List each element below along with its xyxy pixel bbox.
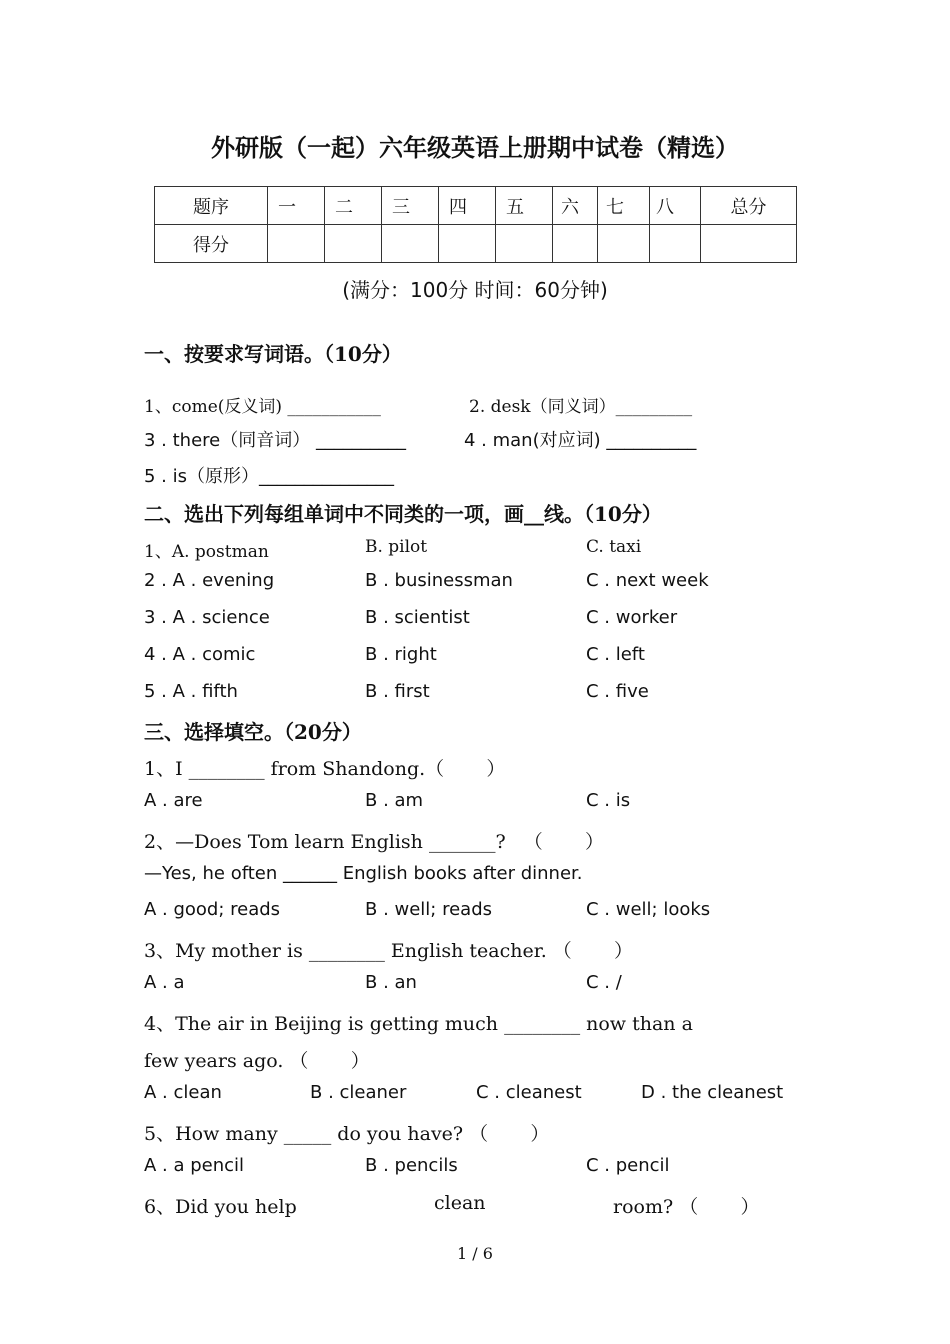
s3-q5-option-a: A . a pencil xyxy=(144,1155,245,1176)
score-row-label: 得分 xyxy=(155,225,268,263)
s2-row-1-option-c: C. taxi xyxy=(586,537,642,557)
score-cell[interactable] xyxy=(325,225,382,263)
score-cell[interactable] xyxy=(439,225,496,263)
s3-q3-option-a: A . a xyxy=(144,972,185,993)
s2-row-2-option-c: C . next week xyxy=(586,570,709,591)
s3-question-3: 3、My mother is ________ English teacher. （ ） xyxy=(144,940,634,962)
s3-q5-option-c: C . pencil xyxy=(586,1155,670,1176)
s3-q3-option-b: B . an xyxy=(365,972,417,993)
score-cell[interactable] xyxy=(598,225,650,263)
s3-question-4: 4、The air in Beijing is getting much ________ now than a xyxy=(144,1013,693,1035)
s3-question-2-reply: —Yes, he often ______ English books after dinner. xyxy=(144,863,583,884)
s2-row-1-option-a: 1、A. postman xyxy=(144,542,269,562)
s2-row-3-option-c: C . worker xyxy=(586,607,678,628)
s3-q4-option-b: B . cleaner xyxy=(310,1082,407,1103)
score-header-cell: 七 xyxy=(598,187,650,225)
s2-row-2-option-a: 2 . A . evening xyxy=(144,570,275,591)
score-time-info: (满分：100分 时间：60分钟) xyxy=(342,278,608,302)
s2-row-1-option-b: B. pilot xyxy=(365,537,428,557)
s3-question-6-part-2: clean xyxy=(434,1192,486,1214)
s3-q2-option-b: B . well; reads xyxy=(365,899,493,920)
s2-row-5-option-b: B . first xyxy=(365,681,430,702)
s3-question-5: 5、How many _____ do you have? （ ） xyxy=(144,1123,550,1145)
score-header-cell: 一 xyxy=(268,187,325,225)
score-cell[interactable] xyxy=(701,225,797,263)
score-header-cell: 五 xyxy=(496,187,553,225)
section-3-heading: 三、选择填空。（20分） xyxy=(144,720,362,744)
score-table-score-row xyxy=(155,225,797,263)
s3-q5-option-b: B . pencils xyxy=(365,1155,458,1176)
s3-q4-option-c: C . cleanest xyxy=(476,1082,582,1103)
score-header-cell: 六 xyxy=(553,187,598,225)
s3-q3-option-c: C . / xyxy=(586,972,622,993)
s3-q2-option-c: C . well; looks xyxy=(586,899,711,920)
page-number: 1 / 6 xyxy=(457,1244,493,1263)
score-cell[interactable] xyxy=(268,225,325,263)
s3-question-2: 2、—Does Tom learn English _______? （ ） xyxy=(144,831,605,853)
score-table-header-row xyxy=(155,187,797,225)
score-cell[interactable] xyxy=(382,225,439,263)
s3-question-4-continued: few years ago. （ ） xyxy=(144,1050,370,1072)
s2-row-4-option-b: B . right xyxy=(365,644,437,665)
score-header-cell: 二 xyxy=(325,187,382,225)
s1-question-4: 4 . man(对应词) __________ xyxy=(464,430,697,451)
score-cell[interactable] xyxy=(553,225,598,263)
s1-question-2: 2. desk（同义词）_________ xyxy=(469,397,693,417)
s3-question-1: 1、I ________ from Shandong.（ ） xyxy=(144,758,506,780)
score-header-cell: 四 xyxy=(439,187,496,225)
s3-q2-option-a: A . good; reads xyxy=(144,899,281,920)
s3-q1-option-a: A . are xyxy=(144,790,203,811)
s1-question-1: 1、come(反义词) ___________ xyxy=(144,397,381,417)
score-cell[interactable] xyxy=(496,225,553,263)
page-title: 外研版（一起）六年级英语上册期中试卷（精选） xyxy=(211,133,739,162)
s3-question-6-part-1: 6、Did you help xyxy=(144,1196,297,1218)
s3-q1-option-c: C . is xyxy=(586,790,631,811)
s3-q4-option-d: D . the cleanest xyxy=(641,1082,784,1103)
section-2-heading: 二、选出下列每组单词中不同类的一项，画__线。（10分） xyxy=(144,502,662,526)
s1-question-3: 3 . there（同音词） __________ xyxy=(144,430,406,451)
section-1-heading: 一、按要求写词语。（10分） xyxy=(144,342,402,366)
s2-row-5-option-c: C . five xyxy=(586,681,649,702)
score-cell[interactable] xyxy=(650,225,701,263)
score-header-cell: 总分 xyxy=(701,187,797,225)
s2-row-5-option-a: 5 . A . fifth xyxy=(144,681,238,702)
s2-row-4-option-a: 4 . A . comic xyxy=(144,644,256,665)
s2-row-4-option-c: C . left xyxy=(586,644,645,665)
s3-q1-option-b: B . am xyxy=(365,790,424,811)
s2-row-3-option-b: B . scientist xyxy=(365,607,470,628)
score-header-cell: 八 xyxy=(650,187,701,225)
score-header-cell: 题序 xyxy=(155,187,268,225)
s3-question-6-part-3: room? （ ） xyxy=(613,1196,760,1218)
s1-question-5: 5 . is（原形）_______________ xyxy=(144,466,394,487)
s3-q4-option-a: A . clean xyxy=(144,1082,222,1103)
s2-row-2-option-b: B . businessman xyxy=(365,570,513,591)
s2-row-3-option-a: 3 . A . science xyxy=(144,607,270,628)
score-table xyxy=(154,186,797,263)
score-header-cell: 三 xyxy=(382,187,439,225)
